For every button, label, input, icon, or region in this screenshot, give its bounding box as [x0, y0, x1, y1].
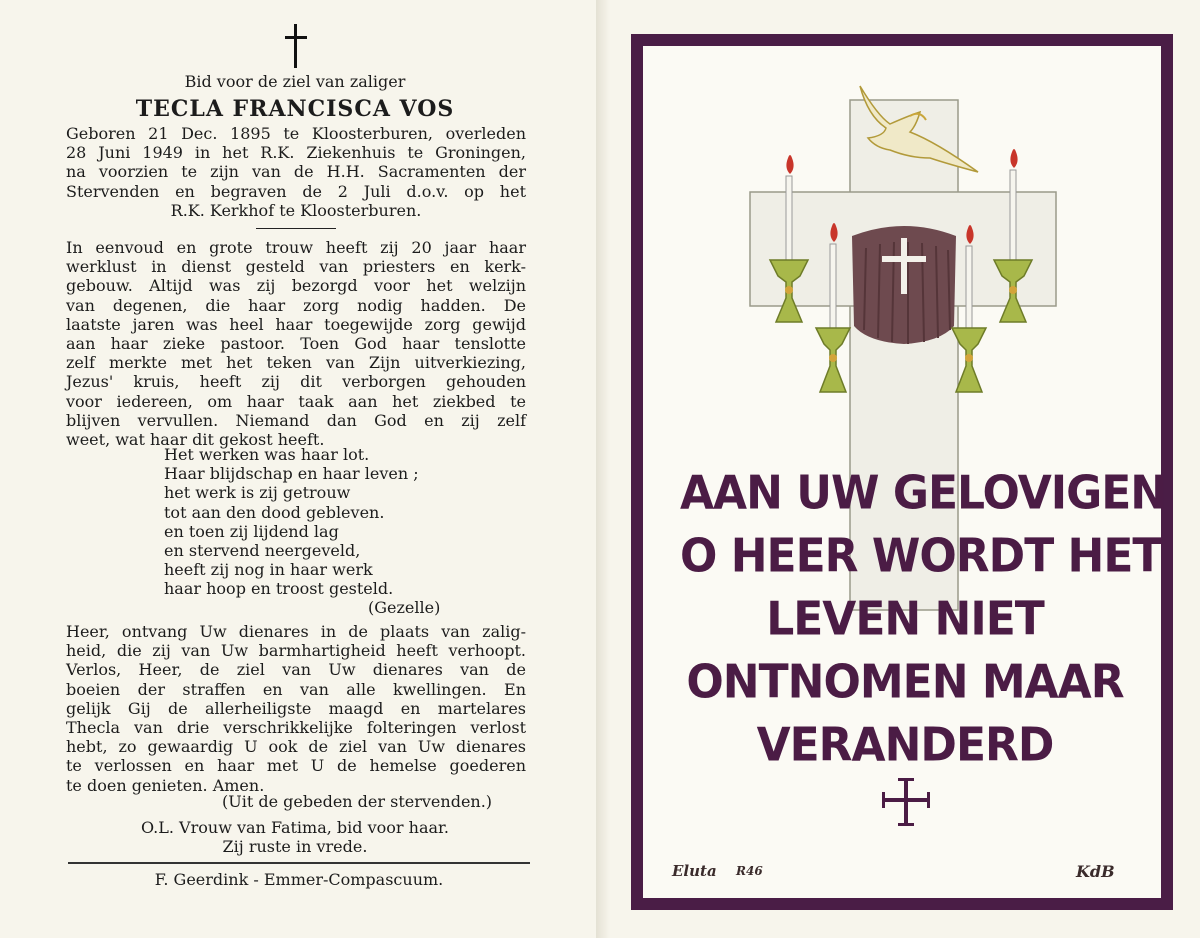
- cross-icon: [880, 776, 932, 828]
- text-line: werklust in dienst gesteld van priesters en kerk-: [66, 257, 526, 277]
- deceased-name: TECLA FRANCISCA VOS: [135, 96, 455, 122]
- text-line: boeien der straffen en van alle kwellingen. En: [66, 679, 526, 699]
- text-line: Jezus' kruis, heeft zij dit verborgen gehouden: [66, 372, 526, 392]
- poem-line: heeft zij nog in haar werk: [164, 560, 373, 580]
- poem-author: (Gezelle): [368, 598, 441, 617]
- poem-line: en stervend neergeveld,: [164, 541, 361, 561]
- card-fold: [596, 0, 610, 938]
- closing-line: O.L. Vrouw van Fatima, bid voor haar.: [140, 818, 450, 837]
- text-line: zelf merkte met het teken van Zijn uitverkiezing,: [66, 353, 526, 373]
- poem: [164, 445, 504, 599]
- text-line: voor iedereen, om haar taak aan het ziekbed te: [66, 391, 526, 411]
- text-line: van degenen, die haar zorg nodig hadden. De: [66, 295, 526, 315]
- text-line: gelijk Gij de allerheiligste maagd en martelares: [66, 698, 526, 718]
- poem-line: Haar blijdschap en haar leven ;: [164, 464, 419, 484]
- text-line: Thecla van drie verschrikkelijke folteringen verlost: [66, 718, 526, 738]
- text-line: aan haar zieke pastoor. Toen God haar tenslotte: [66, 334, 526, 354]
- heading: Bid voor de ziel van zaliger: [184, 72, 406, 91]
- life-paragraph: [66, 238, 526, 449]
- bio-line: Geboren 21 Dec. 1895 te Kloosterburen, overleden: [66, 124, 526, 143]
- poem-line: en toen zij lijdend lag: [164, 521, 339, 541]
- catalog-code: R46: [736, 864, 763, 878]
- text-line: Verlos, Heer, de ziel van Uw dienares van de: [66, 660, 526, 680]
- poem-line: haar hoop en troost gesteld.: [164, 579, 394, 599]
- closing-line: Zij ruste in vrede.: [222, 837, 368, 856]
- text-line: blijven vervullen. Niemand dan God en zij zelf: [66, 410, 526, 430]
- bio-line: Stervenden en begraven de 2 Juli d.o.v. op het: [66, 181, 526, 201]
- bio-line: 28 Juni 1949 in het R.K. Ziekenhuis te Groningen,: [66, 143, 526, 163]
- text-line: gebouw. Altijd was zij bezorgd voor het welzijn: [66, 276, 526, 296]
- separator: [256, 228, 336, 229]
- prayer-source: (Uit de gebeden der stervenden.): [222, 792, 493, 811]
- poem-line: het werk is zij getrouw: [164, 483, 351, 503]
- text-line: laatste jaren was heel haar toegewijde zorg gewijd: [66, 314, 526, 334]
- motto-line: ONTNOMEN MAAR: [686, 655, 1124, 710]
- poem-line: Het werken was haar lot.: [164, 445, 370, 464]
- artist-signature: Eluta: [672, 862, 717, 880]
- text-line: te verlossen en haar met U de hemelse goederen: [66, 756, 526, 776]
- printer-credit: F. Geerdink - Emmer-Compascuum.: [154, 870, 444, 889]
- bio-line: na voorzien te zijn van de H.H. Sacramenten der: [66, 162, 526, 182]
- text-line: In eenvoud en grote trouw heeft zij 20 jaar haar: [66, 238, 526, 257]
- text-line: heid, die zij van Uw barmhartigheid heeft verhoopt.: [66, 641, 526, 661]
- motto-line: O HEER WORDT HET: [680, 529, 1162, 584]
- text-line: hebt, zo gewaardig U ook de ziel van Uw dienares: [66, 737, 526, 757]
- bottom-rule: [68, 862, 530, 864]
- text-line: te doen genieten. Amen.: [66, 775, 265, 795]
- prayer-paragraph: [66, 622, 526, 795]
- pall-icon: [852, 226, 956, 344]
- text-line: Heer, ontvang Uw dienares in de plaats van zalig-: [66, 622, 526, 641]
- motto-line: AAN UW GELOVIGEN: [680, 466, 1167, 521]
- motto: [680, 463, 1167, 778]
- bio-paragraph: [66, 124, 526, 220]
- text-line: weet, wat haar dit gekost heeft.: [66, 430, 325, 450]
- motto-line: LEVEN NIET: [766, 592, 1044, 647]
- publisher-mark: KdB: [1076, 862, 1115, 881]
- bio-line: R.K. Kerkhof te Kloosterburen.: [170, 200, 422, 220]
- poem-line: tot aan den dood gebleven.: [164, 502, 385, 522]
- latin-cross-icon: [283, 24, 309, 68]
- motto-line: VERANDERD: [756, 718, 1054, 773]
